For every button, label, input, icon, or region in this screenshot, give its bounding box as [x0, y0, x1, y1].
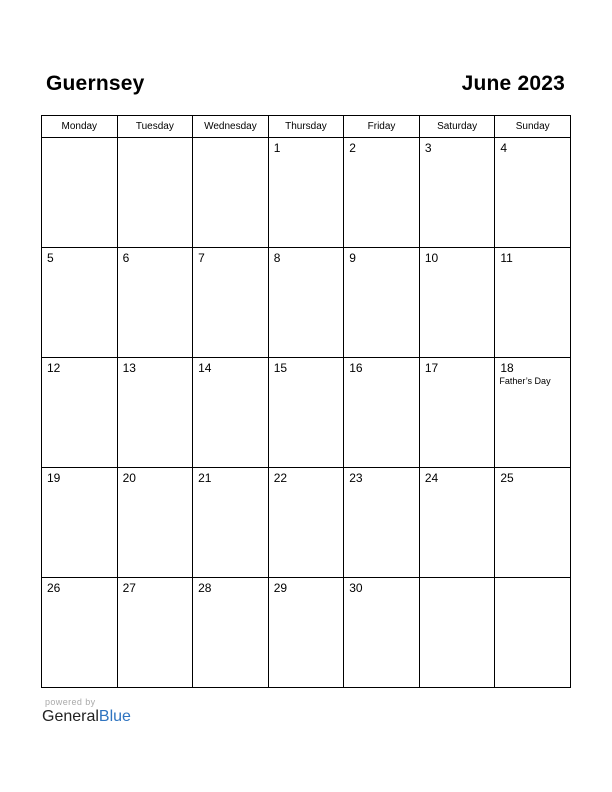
day-cell	[268, 468, 344, 578]
day-number: 28	[198, 581, 212, 595]
day-cell	[419, 578, 495, 688]
day-cell	[268, 358, 344, 468]
week-row	[42, 578, 571, 688]
day-cell	[117, 248, 193, 358]
day-number: 12	[47, 361, 61, 375]
day-cell	[495, 468, 571, 578]
weekday-header: Saturday	[419, 116, 495, 138]
day-number: 17	[424, 361, 439, 375]
footer-branding	[42, 697, 131, 726]
day-number	[495, 578, 570, 581]
day-number: 9	[349, 251, 356, 265]
day-number	[118, 138, 193, 141]
day-cell	[193, 578, 269, 688]
day-number: 16	[349, 361, 363, 375]
day-number: 6	[122, 251, 130, 265]
day-cell	[117, 138, 193, 248]
day-cell	[495, 248, 571, 358]
weekday-header: Thursday	[268, 116, 344, 138]
day-number: 14	[198, 361, 212, 375]
powered-by-text: powered by	[45, 697, 96, 707]
day-number: 20	[122, 471, 136, 485]
day-number: 1	[273, 141, 281, 155]
weekday-header: Sunday	[495, 116, 571, 138]
month-year-title: June 2023	[461, 72, 565, 95]
day-cell	[344, 358, 420, 468]
day-number: 11	[500, 251, 513, 265]
day-cell	[419, 138, 495, 248]
weekday-header-row	[42, 116, 571, 138]
day-number: 26	[47, 581, 61, 595]
day-cell	[193, 248, 269, 358]
day-number: 24	[424, 471, 439, 485]
day-number: 15	[273, 361, 288, 375]
day-cell	[419, 248, 495, 358]
country-title: Guernsey	[46, 72, 145, 95]
day-number: 3	[424, 141, 432, 155]
day-cell	[117, 358, 193, 468]
day-number: 27	[122, 581, 136, 595]
day-cell	[344, 468, 420, 578]
weekday-header: Tuesday	[117, 116, 193, 138]
day-cell	[42, 138, 118, 248]
day-number	[193, 138, 268, 141]
holiday-label: Father’s Day	[499, 376, 551, 386]
brand-name-blue: Blue	[98, 708, 131, 725]
day-cell	[193, 358, 269, 468]
weekday-header: Friday	[344, 116, 420, 138]
day-number: 19	[47, 471, 61, 485]
day-cell	[419, 358, 495, 468]
day-cell	[42, 578, 118, 688]
day-number: 8	[273, 251, 281, 265]
day-cell	[344, 248, 420, 358]
day-cell	[42, 248, 118, 358]
day-number: 22	[273, 471, 288, 485]
day-cell	[344, 138, 420, 248]
day-number: 7	[198, 251, 205, 265]
day-number: 23	[349, 471, 363, 485]
day-cell	[42, 468, 118, 578]
week-row	[42, 248, 571, 358]
week-row	[42, 138, 571, 248]
day-number: 29	[273, 581, 288, 595]
day-cell	[344, 578, 420, 688]
day-number	[42, 138, 117, 141]
day-cell	[419, 468, 495, 578]
day-number: 18	[500, 361, 514, 375]
day-cell	[193, 138, 269, 248]
brand-name-general: General	[42, 708, 99, 725]
day-number: 21	[198, 471, 212, 485]
day-cell	[268, 138, 344, 248]
week-row	[42, 468, 571, 578]
day-cell	[495, 138, 571, 248]
day-cell	[495, 578, 571, 688]
weekday-header: Wednesday	[193, 116, 269, 138]
day-cell	[193, 468, 269, 578]
day-number: 2	[349, 141, 356, 155]
day-cell	[42, 358, 118, 468]
day-cell	[495, 358, 571, 468]
day-cell	[117, 578, 193, 688]
weekday-header: Monday	[42, 116, 118, 138]
day-number: 30	[349, 581, 363, 595]
day-number: 10	[424, 251, 439, 265]
day-number: 13	[122, 361, 136, 375]
day-cell	[268, 578, 344, 688]
brand-logo[interactable]	[42, 708, 131, 726]
day-cell	[268, 248, 344, 358]
day-number: 5	[47, 251, 54, 265]
day-number: 25	[500, 471, 514, 485]
day-cell	[117, 468, 193, 578]
day-number	[420, 578, 495, 581]
week-row	[42, 358, 571, 468]
calendar-grid	[41, 115, 571, 688]
day-number: 4	[500, 141, 508, 155]
